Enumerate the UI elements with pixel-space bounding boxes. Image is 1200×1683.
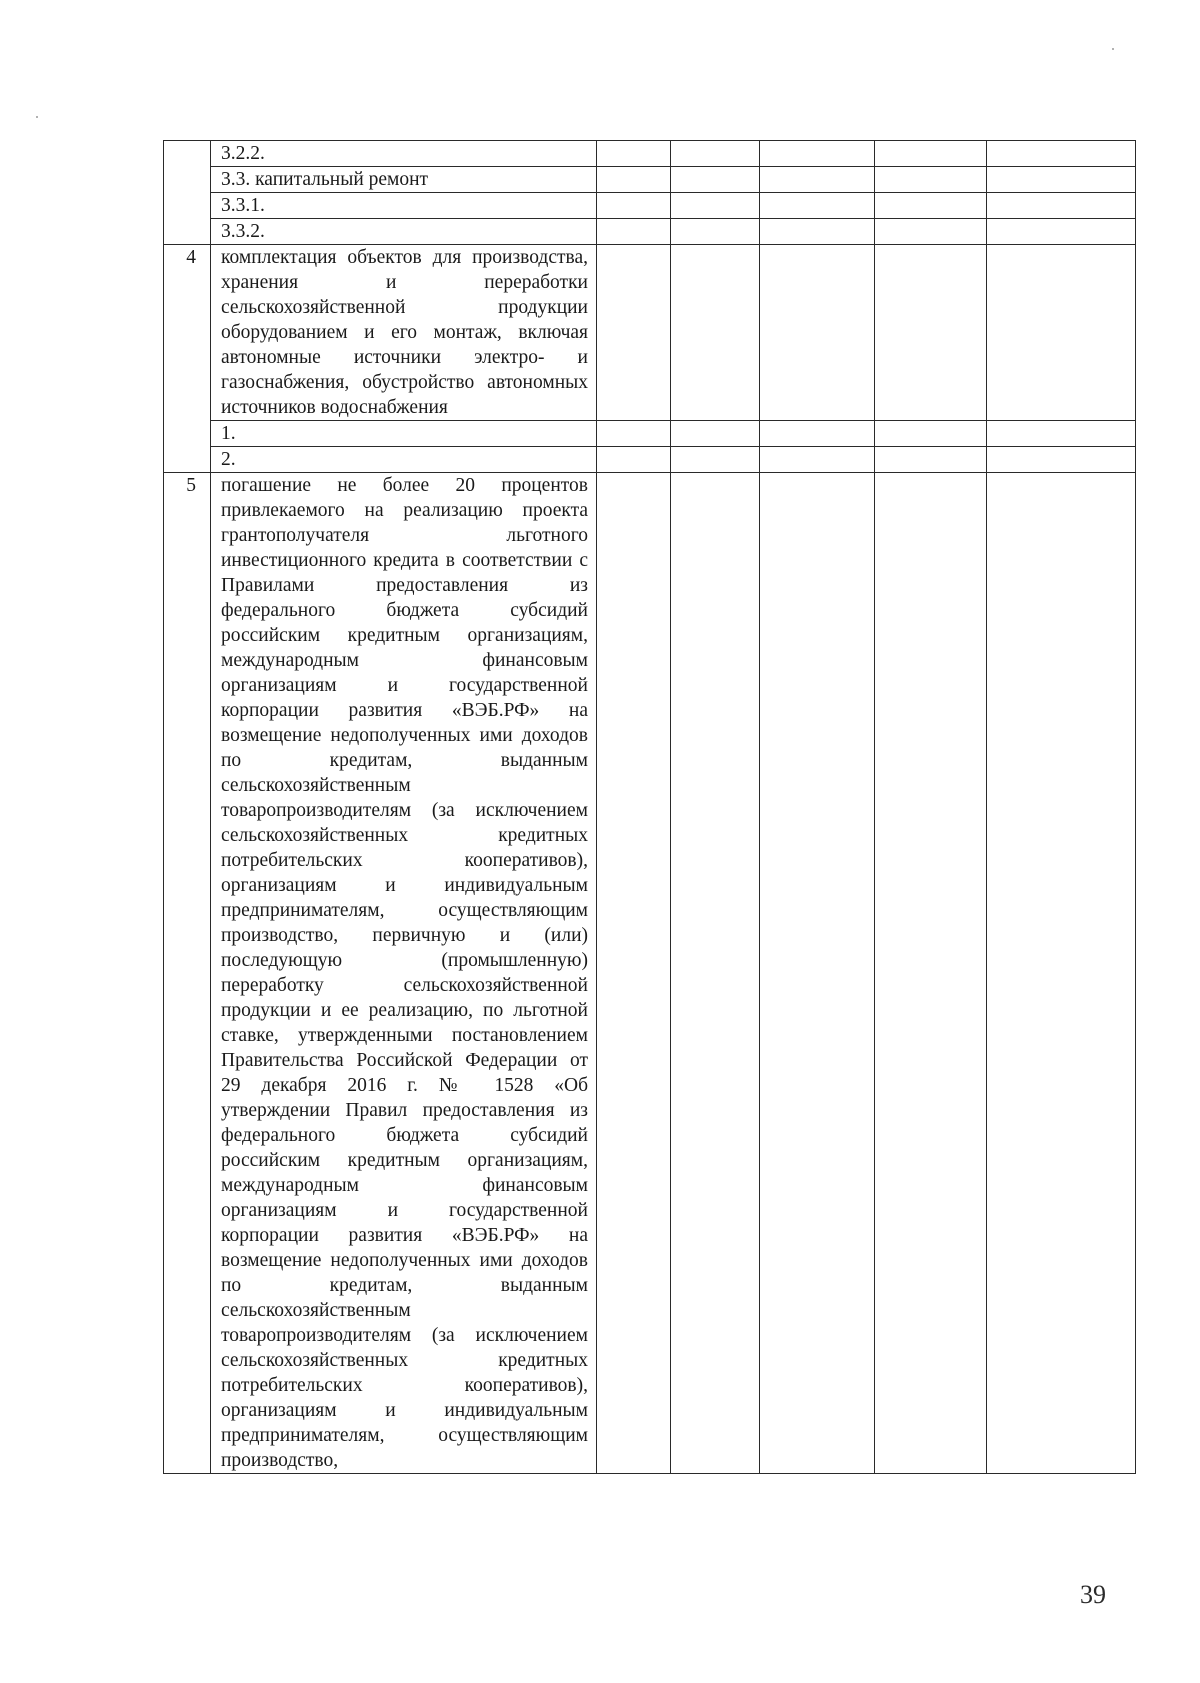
table-row	[164, 193, 1136, 219]
scan-artifact-dot	[1112, 48, 1114, 50]
empty-cell	[671, 473, 760, 1474]
empty-cell	[875, 219, 987, 245]
table-row	[164, 219, 1136, 245]
empty-cell	[987, 167, 1136, 193]
document-table	[163, 140, 1136, 1474]
empty-cell	[597, 473, 671, 1474]
empty-cell	[671, 167, 760, 193]
empty-cell	[671, 447, 760, 473]
empty-cell	[597, 421, 671, 447]
empty-cell	[987, 141, 1136, 167]
empty-cell	[671, 245, 760, 421]
empty-cell	[671, 219, 760, 245]
empty-cell	[760, 219, 875, 245]
row-text-cell: комплектация объектов для производства, хранения и переработки сельскохозяйственной продукции оборудованием и его монтаж, включая автономные источники электро- и газоснабжения, обустройство автономных источников водоснабжения	[211, 245, 597, 421]
empty-cell	[760, 421, 875, 447]
table-row	[164, 473, 1136, 1474]
empty-cell	[987, 447, 1136, 473]
row-text-cell: 2.	[211, 447, 597, 473]
empty-cell	[597, 447, 671, 473]
empty-cell	[875, 245, 987, 421]
empty-cell	[987, 193, 1136, 219]
empty-cell	[875, 141, 987, 167]
empty-cell	[760, 447, 875, 473]
empty-cell	[987, 219, 1136, 245]
empty-cell	[671, 141, 760, 167]
empty-cell	[760, 193, 875, 219]
empty-cell	[760, 167, 875, 193]
empty-cell	[987, 421, 1136, 447]
empty-cell	[597, 193, 671, 219]
empty-cell	[597, 245, 671, 421]
row-text-cell: 3.2.2.	[211, 141, 597, 167]
empty-cell	[597, 219, 671, 245]
empty-cell	[597, 167, 671, 193]
row-number-cell	[164, 141, 211, 245]
empty-cell	[875, 473, 987, 1474]
empty-cell	[760, 473, 875, 1474]
row-text-cell: 3.3.2.	[211, 219, 597, 245]
table-row	[164, 141, 1136, 167]
empty-cell	[597, 141, 671, 167]
row-number-cell: 4	[164, 245, 211, 473]
empty-cell	[875, 447, 987, 473]
table-row	[164, 447, 1136, 473]
row-text-cell: 3.3.1.	[211, 193, 597, 219]
table-row	[164, 167, 1136, 193]
empty-cell	[671, 421, 760, 447]
empty-cell	[875, 193, 987, 219]
empty-cell	[760, 245, 875, 421]
page-number: 39	[1080, 1580, 1106, 1609]
row-text-cell: 3.3. капитальный ремонт	[211, 167, 597, 193]
table-row	[164, 245, 1136, 421]
row-text-cell: погашение не более 20 процентов привлекаемого на реализацию проекта грантополучателя льготного инвестиционного кредита в соответствии с Правилами предоставления из федерального бюджета субсидий российским кредитным организациям, международным финансовым организациям и государственной корпорации развития «ВЭБ.РФ» на возмещение недополученных ими доходов по кредитам, выданным сельскохозяйственным товаропроизводителям (за исключением сельскохозяйственных кредитных потребительских кооперативов), организациям и индивидуальным предпринимателям, осуществляющим производство, первичную и (или) последующую (промышленную) переработку сельскохозяйственной продукции и ее реализацию, по льготной ставке, утвержденными постановлением Правительства Российской Федерации от 29 декабря 2016 г. № 1528 «Об утверждении Правил предоставления из федерального бюджета субсидий российским кредитным организациям, международным финансовым организациям и государственной корпорации развития «ВЭБ.РФ» на возмещение недополученных ими доходов по кредитам, выданным сельскохозяйственным товаропроизводителям (за исключением сельскохозяйственных кредитных потребительских кооперативов), организациям и индивидуальным предпринимателям, осуществляющим производство,	[211, 473, 597, 1474]
scan-artifact-dot	[36, 116, 38, 118]
table-row	[164, 421, 1136, 447]
row-text-cell: 1.	[211, 421, 597, 447]
empty-cell	[760, 141, 875, 167]
empty-cell	[987, 245, 1136, 421]
empty-cell	[671, 193, 760, 219]
empty-cell	[875, 167, 987, 193]
empty-cell	[875, 421, 987, 447]
empty-cell	[987, 473, 1136, 1474]
row-number-cell: 5	[164, 473, 211, 1474]
